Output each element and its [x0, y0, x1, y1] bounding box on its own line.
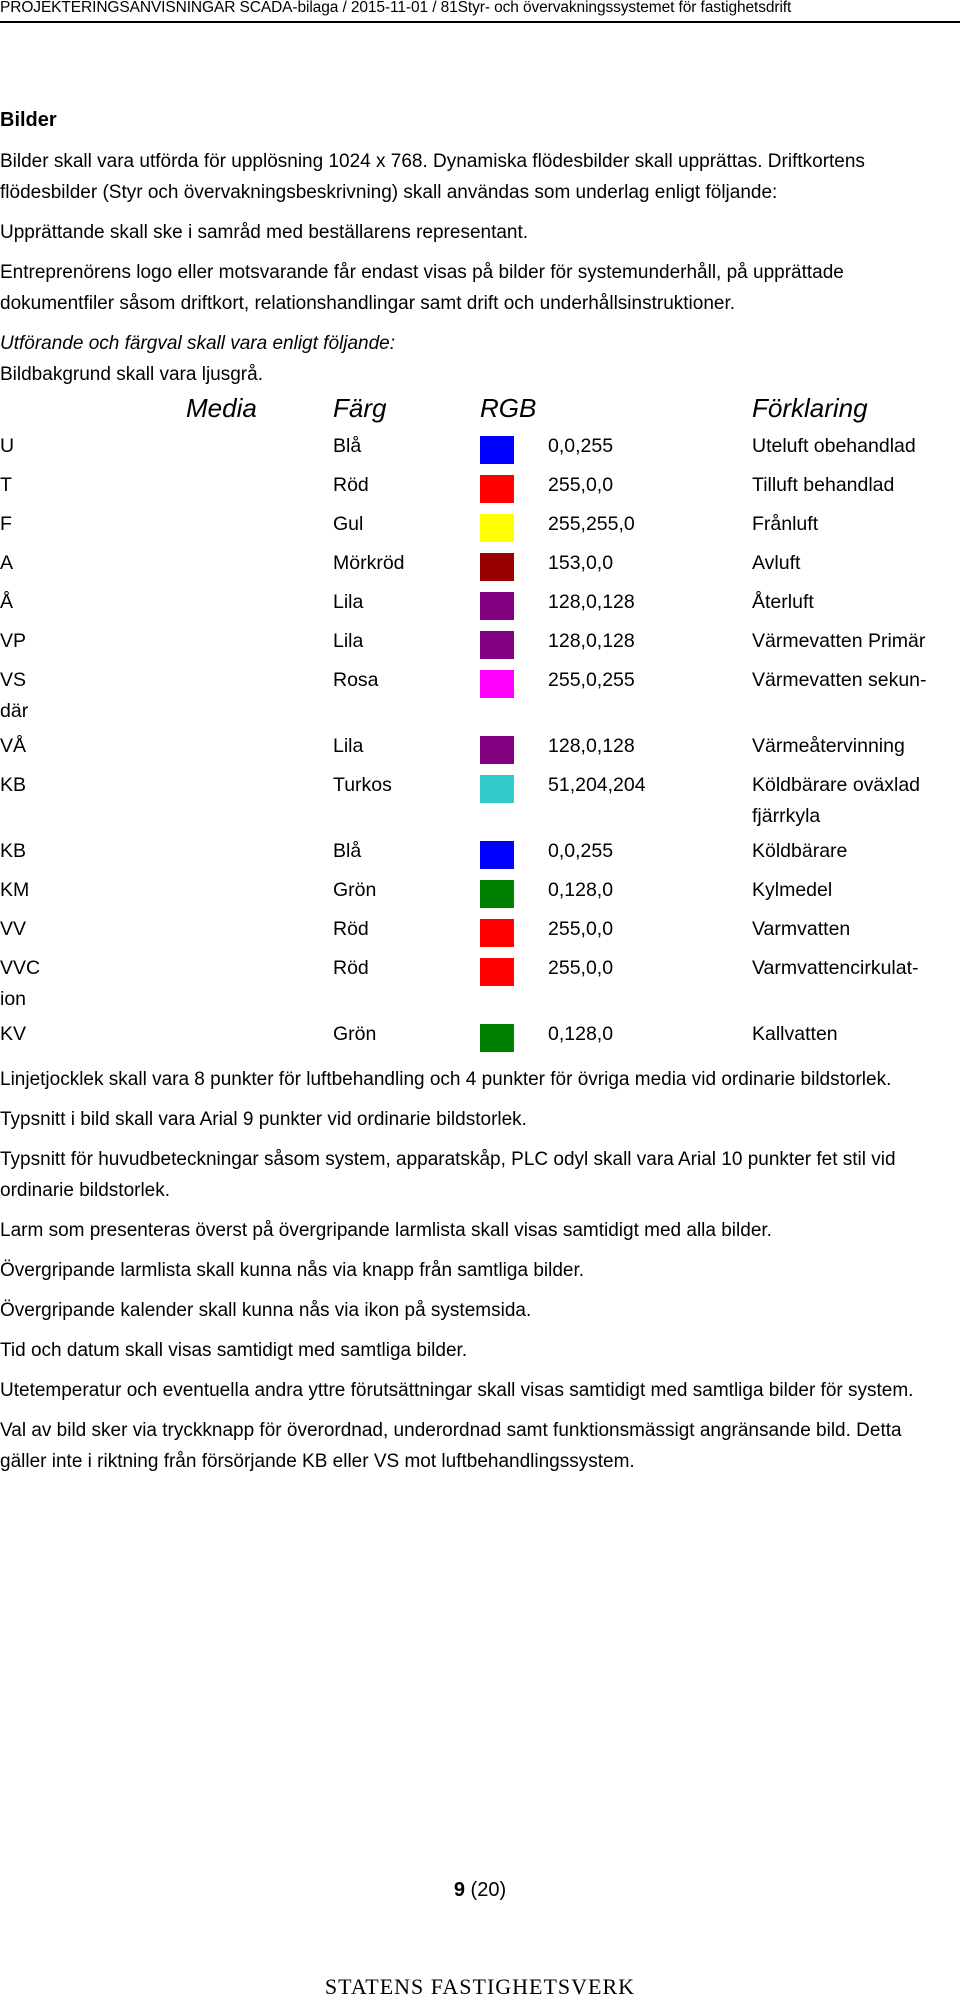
row-media-continued: ion — [0, 988, 27, 1010]
color-swatch — [480, 841, 514, 869]
color-swatch — [480, 514, 514, 542]
row-color-name: Gul — [333, 513, 364, 535]
table-row — [0, 1019, 945, 1058]
table-row — [0, 548, 945, 587]
row-explanation: Köldbärare oväxlad — [752, 774, 921, 796]
row-explanation: Värmevatten Primär — [752, 630, 926, 652]
color-swatch — [480, 631, 514, 659]
row-explanation: Värmeåtervinning — [752, 735, 905, 757]
row-color-name: Lila — [333, 591, 364, 613]
paragraph: Tid och datum skall visas samtidigt med samtliga bilder. — [0, 1340, 468, 1361]
row-color-name: Rosa — [333, 669, 379, 691]
row-rgb: 153,0,0 — [548, 552, 614, 574]
row-media: VP — [0, 630, 27, 652]
row-explanation: Köldbärare — [752, 840, 848, 862]
header-rgb: RGB — [480, 393, 537, 423]
row-rgb: 128,0,128 — [548, 591, 635, 613]
main-content — [0, 106, 945, 1486]
paragraph: Övergripande kalender skall kunna nås via ikon på systemsida. — [0, 1300, 532, 1321]
paragraph: Larm som presenteras överst på övergripande larmlista skall visas samtidigt med alla bilder. — [0, 1220, 772, 1241]
row-explanation: Kylmedel — [752, 879, 833, 901]
paragraph: Typsnitt i bild skall vara Arial 9 punkter vid ordinarie bildstorlek. — [0, 1109, 527, 1130]
row-rgb: 0,0,255 — [548, 840, 614, 862]
row-media: KM — [0, 879, 30, 901]
paragraph-resolution: Bilder skall vara utförda för upplösning 1024 x 768. Dynamiska flödesbilder skall upprättas. Driftkortens flödesbilder (Styr och övervakningsbeskrivning) skall användas som underlag enligt följande: — [0, 151, 865, 203]
row-color-name: Blå — [333, 435, 362, 457]
color-swatch — [480, 553, 514, 581]
paragraph-color-intro: Utförande och färgval skall vara enligt följande: — [0, 333, 396, 354]
table-row — [0, 914, 945, 953]
color-swatch — [480, 436, 514, 464]
section-heading: Bilder — [0, 109, 57, 131]
row-media: VV — [0, 918, 27, 940]
row-rgb: 255,0,0 — [548, 957, 614, 979]
row-explanation-continued: fjärrkyla — [752, 805, 821, 827]
row-rgb: 255,255,0 — [548, 513, 635, 535]
row-color-name: Lila — [333, 630, 364, 652]
table-row — [0, 770, 945, 836]
row-color-name: Röd — [333, 957, 369, 979]
color-swatch — [480, 1024, 514, 1052]
row-explanation: Återluft — [752, 591, 814, 613]
row-color-name: Mörkröd — [333, 552, 405, 574]
paragraph-consultation: Upprättande skall ske i samråd med beställarens representant. — [0, 222, 529, 243]
paragraph: Utetemperatur och eventuella andra yttre förutsättningar skall visas samtidigt med samtliga bilder för system. — [0, 1380, 914, 1401]
row-explanation: Avluft — [752, 552, 801, 574]
row-media: VS — [0, 669, 27, 691]
row-media: KB — [0, 840, 27, 862]
footer-logo: STATENS FASTIGHETSVERK — [324, 1974, 636, 1999]
paragraph-background: Bildbakgrund skall vara ljusgrå. — [0, 364, 263, 385]
row-media-continued: där — [0, 700, 29, 722]
header-rule — [0, 21, 960, 23]
table-row — [0, 431, 945, 470]
row-media: T — [0, 474, 12, 496]
color-swatch — [480, 775, 514, 803]
table-row — [0, 731, 945, 770]
table-row — [0, 587, 945, 626]
row-rgb: 128,0,128 — [548, 735, 635, 757]
paragraph: Linjetjocklek skall vara 8 punkter för luftbehandling och 4 punkter för övriga media vid ordinarie bildstorlek. — [0, 1069, 892, 1090]
row-explanation: Tilluft behandlad — [752, 474, 895, 496]
color-swatch — [480, 475, 514, 503]
row-rgb: 128,0,128 — [548, 630, 635, 652]
row-media: F — [0, 513, 12, 535]
row-media: KB — [0, 774, 27, 796]
color-swatch — [480, 958, 514, 986]
row-color-name: Turkos — [333, 774, 392, 796]
row-explanation: Kallvatten — [752, 1023, 838, 1045]
row-media: KV — [0, 1023, 27, 1045]
table-row — [0, 665, 945, 731]
table-row — [0, 836, 945, 875]
color-swatch — [480, 880, 514, 908]
header-color: Färg — [333, 393, 387, 423]
page-current: 9 — [453, 1879, 465, 1901]
color-swatch — [480, 736, 514, 764]
color-table — [0, 390, 945, 1058]
row-rgb: 255,0,0 — [548, 474, 614, 496]
row-rgb: 0,128,0 — [548, 879, 614, 901]
row-media: A — [0, 552, 14, 574]
row-explanation: Varmvattencirkulat- — [752, 957, 919, 979]
paragraph-logo: Entreprenörens logo eller motsvarande får endast visas på bilder för systemunderhåll, på upprättade dokumentfiler såsom driftkort, relationshandlingar samt drift och underhållsinstruktioner. — [0, 262, 844, 314]
paragraphs-after-table — [0, 1064, 945, 1477]
document-header: PROJEKTERINGSANVISNINGAR SCADA-bilaga / 2015-11-01 / 81Styr- och övervakningssystemet för fastighetsdrift — [0, 0, 792, 16]
row-explanation: Frånluft — [752, 513, 819, 535]
header-explanation: Förklaring — [752, 393, 868, 423]
row-color-name: Grön — [333, 1023, 377, 1045]
row-color-name: Grön — [333, 879, 377, 901]
row-color-name: Röd — [333, 474, 369, 496]
row-explanation: Värmevatten sekun- — [752, 669, 927, 691]
table-row — [0, 875, 945, 914]
header-media: Media — [186, 393, 257, 423]
row-rgb: 255,0,255 — [548, 669, 635, 691]
paragraph: Typsnitt för huvudbeteckningar såsom system, apparatskåp, PLC odyl skall vara Arial 10 punkter fet stil vid ordinarie bildstorlek. — [0, 1149, 896, 1201]
row-color-name: Lila — [333, 735, 364, 757]
row-rgb: 0,128,0 — [548, 1023, 614, 1045]
color-table-header — [0, 390, 945, 426]
table-row — [0, 470, 945, 509]
table-row — [0, 626, 945, 665]
page-total: (20) — [470, 1879, 507, 1901]
row-explanation: Varmvatten — [752, 918, 851, 940]
row-color-name: Röd — [333, 918, 369, 940]
color-table-rows — [0, 431, 945, 1058]
row-media: Å — [0, 591, 14, 613]
color-swatch — [480, 919, 514, 947]
row-rgb: 255,0,0 — [548, 918, 614, 940]
row-explanation: Uteluft obehandlad — [752, 435, 916, 457]
row-media: VVC — [0, 957, 41, 979]
table-row — [0, 953, 945, 1019]
row-color-name: Blå — [333, 840, 362, 862]
paragraph: Val av bild sker via tryckknapp för överordnad, underordnad samt funktionsmässigt angränsande bild. Detta gäller inte i riktning från försörjande KB eller VS mot luftbehandlingssystem. — [0, 1420, 902, 1472]
color-swatch — [480, 592, 514, 620]
row-media: VÅ — [0, 735, 27, 757]
row-media: U — [0, 435, 15, 457]
row-rgb: 0,0,255 — [548, 435, 614, 457]
color-swatch — [480, 670, 514, 698]
table-row — [0, 509, 945, 548]
paragraph: Övergripande larmlista skall kunna nås via knapp från samtliga bilder. — [0, 1260, 585, 1281]
page-number — [0, 1876, 960, 1904]
row-rgb: 51,204,204 — [548, 774, 646, 796]
